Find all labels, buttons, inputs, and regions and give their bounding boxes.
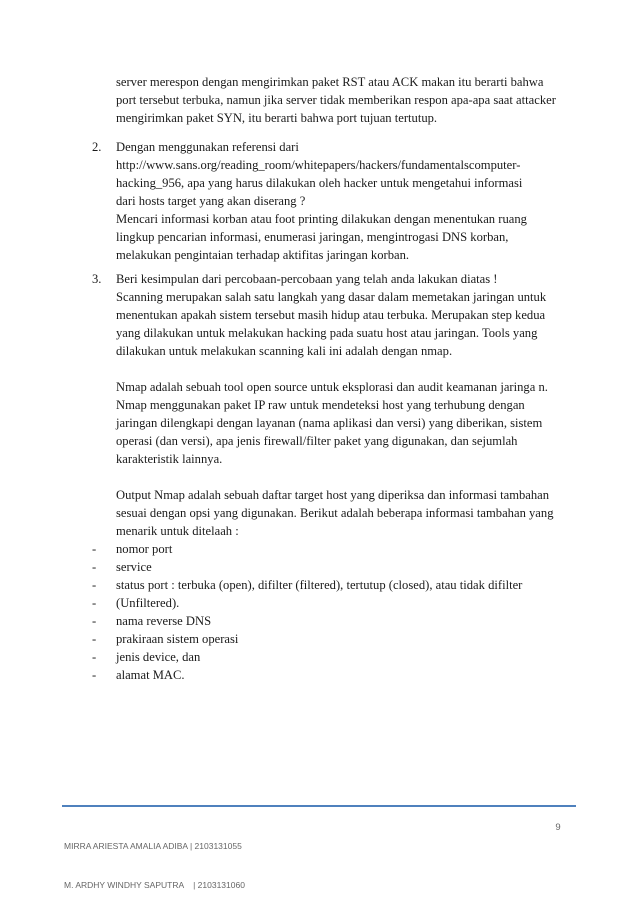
text-line: Mencari informasi korban atau foot printing dilakukan dengan menentukan ruang (116, 212, 527, 226)
text-line: sesuai dengan opsi yang digunakan. Berikut adalah beberapa informasi tambahan yang (116, 506, 554, 520)
list-item-2 (92, 138, 564, 264)
bullet-text: service (116, 560, 152, 574)
dash-bullet: - (92, 668, 97, 682)
dash-bullet: - (92, 614, 97, 628)
text-line: lingkup pencarian informasi, enumerasi jaringan, mengintrogasi DNS korban, (116, 230, 509, 244)
text-line: Dengan menggunakan referensi dari (116, 140, 299, 154)
bullet-text: status port : terbuka (open), difilter (filtered), tertutup (closed), atau tidak difilter (116, 578, 523, 592)
question-text: Beri kesimpulan dari percobaan-percobaan yang telah anda lakukan diatas ! (116, 272, 498, 286)
info-bullet-list (92, 540, 564, 684)
text-line: Output Nmap adalah sebuah daftar target host yang diperiksa dan informasi tambahan (116, 488, 550, 502)
text-line: yang dilakukan untuk melakukan hacking pada suatu host atau jaringan. Tools yang (116, 326, 538, 340)
dash-bullet: - (92, 560, 97, 574)
text-line: menentukan apakah sistem tersebut masih hidup atau terbuka. Merupakan step kedua (116, 308, 546, 322)
text-line: Nmap adalah sebuah tool open source untuk eksplorasi dan audit keamanan jaringa n. (116, 380, 548, 394)
bullet-text: nama reverse DNS (116, 614, 212, 628)
footer-author-line: MIRRA ARIESTA AMALIA ADIBA | 2103131055 (64, 841, 242, 851)
text-line: port tersebut terbuka, namun jika server tidak memberikan respon apa-apa saat attacker (116, 93, 556, 107)
text-line: melakukan pengintaian terhadap aktifitas jaringan korban. (116, 248, 410, 262)
dash-bullet: - (92, 596, 97, 610)
document-body (92, 73, 564, 684)
footer-authors (64, 814, 245, 918)
item-number: 2. (92, 140, 102, 154)
text-line: menarik untuk ditelaah : (116, 524, 239, 538)
list-item (92, 558, 564, 576)
list-item (92, 594, 564, 612)
dash-bullet: - (92, 578, 97, 592)
list-item (92, 630, 564, 648)
text-line: Nmap menggunakan paket IP raw untuk mendeteksi host yang terhubung dengan (116, 398, 525, 412)
footer-divider (62, 805, 576, 807)
list-item (92, 576, 564, 594)
text-line: jaringan dilengkapi dengan layanan (nama aplikasi dan versi) yang diberikan, sistem (116, 416, 543, 430)
list-item (92, 540, 564, 558)
conclusion-paragraph-2 (116, 378, 564, 468)
list-item (92, 648, 564, 666)
answer-text (116, 210, 564, 264)
list-item (92, 612, 564, 630)
text-line: hacking_956, apa yang harus dilakukan oleh hacker untuk mengetahui informasi (116, 176, 523, 190)
question-text (116, 138, 564, 210)
text-line: server merespon dengan mengirimkan paket RST atau ACK makan itu berarti bahwa (116, 75, 544, 89)
bullet-text: prakiraan sistem operasi (116, 632, 239, 646)
bullet-text: alamat MAC. (116, 668, 185, 682)
conclusion-paragraph-3 (116, 486, 564, 540)
bullet-text: (Unfiltered). (116, 596, 180, 610)
text-line: Scanning merupakan salah satu langkah yang dasar dalam memetakan jaringan untuk (116, 290, 547, 304)
text-line: operasi (dan versi), apa jenis firewall/filter paket yang digunakan, dan sejumlah (116, 434, 518, 448)
bullet-text: nomor port (116, 542, 173, 556)
bullet-text: jenis device, dan (116, 650, 201, 664)
list-item-3 (92, 270, 564, 540)
conclusion-paragraph-1 (116, 288, 564, 360)
page-number: 9 (555, 822, 561, 833)
item-number: 3. (92, 272, 102, 286)
dash-bullet: - (92, 542, 97, 556)
intro-paragraph (116, 73, 564, 127)
reference-url: http://www.sans.org/reading_room/whitepapers/hackers/fundamentalscomputer- (116, 158, 521, 172)
footer-author-line: M. ARDHY WINDHY SAPUTRA | 2103131060 (64, 880, 245, 890)
text-line: mengirimkan paket SYN, itu berarti bahwa port tujuan tertutup. (116, 111, 438, 125)
text-line: dilakukan untuk melakukan scanning kali ini adalah dengan nmap. (116, 344, 453, 358)
text-line: karakteristik lainnya. (116, 452, 223, 466)
list-item (92, 666, 564, 684)
text-line: dari hosts target yang akan diserang ? (116, 194, 306, 208)
dash-bullet: - (92, 632, 97, 646)
dash-bullet: - (92, 650, 97, 664)
